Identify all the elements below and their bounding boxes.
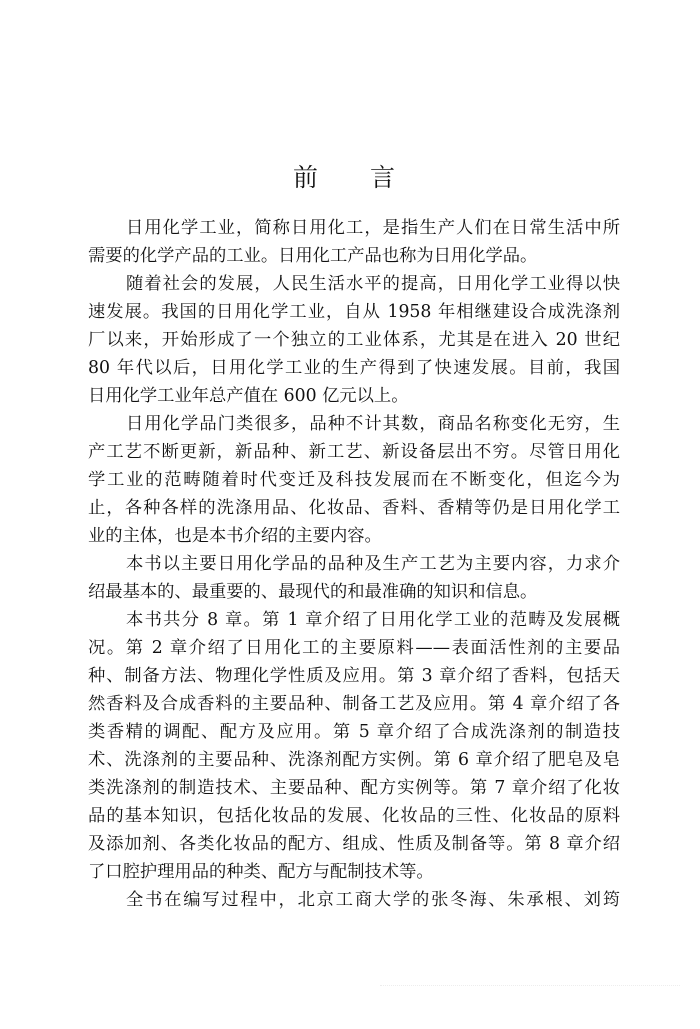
text-line: 止，各种各样的洗涤用品、化妆品、香料、香精等仍是日用化学工 xyxy=(88,498,620,518)
text-line: 日用化学工业，简称日用化工，是指生产人们在日常生活中所 xyxy=(126,218,620,238)
text-line: 类香精的调配、配方及应用。第 5 章介绍了合成洗涤剂的制造技 xyxy=(88,722,620,742)
paragraph xyxy=(88,410,620,550)
text-line: 日用化学品门类很多，品种不计其数，商品名称变化无穷，生 xyxy=(126,414,620,434)
text-line: 了口腔护理用品的种类、配方与配制技术等。 xyxy=(88,862,434,882)
text-line: 然香料及合成香料的主要品种、制备工艺及应用。第 4 章介绍了各 xyxy=(88,694,620,714)
paragraph xyxy=(88,550,620,606)
paragraph xyxy=(88,606,620,886)
text-line: 绍最基本的、最重要的、最现代的和最准确的知识和信息。 xyxy=(88,582,538,602)
paragraph xyxy=(88,886,620,914)
scan-noise xyxy=(380,985,680,990)
text-line: 学工业的范畴随着时代变迁及科技发展而在不断变化，但迄今为 xyxy=(88,470,620,490)
text-line: 随着社会的发展，人民生活水平的提高，日用化学工业得以快 xyxy=(126,274,620,294)
text-line: 及添加剂、各类化妆品的配方、组成、性质及制备等。第 8 章介绍 xyxy=(88,834,620,854)
text-line: 类洗涤剂的制造技术、主要品种、配方实例等。第 7 章介绍了化妆 xyxy=(88,778,620,798)
text-line: 业的主体，也是本书介绍的主要内容。 xyxy=(88,526,382,546)
text-line: 全书在编写过程中，北京工商大学的张冬海、朱承根、刘筠 xyxy=(126,890,620,910)
text-line: 本书以主要日用化学品的品种及生产工艺为主要内容，力求介 xyxy=(126,554,620,574)
text-line: 80 年代以后，日用化学工业的生产得到了快速发展。目前，我国 xyxy=(88,358,620,378)
text-line: 本书共分 8 章。第 1 章介绍了日用化学工业的范畴及发展概 xyxy=(126,610,620,630)
paragraph xyxy=(88,270,620,410)
text-line: 产工艺不断更新，新品种、新工艺、新设备层出不穷。尽管日用化 xyxy=(88,442,620,462)
text-line: 速发展。我国的日用化学工业，自从 1958 年相继建设合成洗涤剂 xyxy=(88,302,620,322)
text-line: 况。第 2 章介绍了日用化工的主要原料——表面活性剂的主要品 xyxy=(88,638,620,658)
page-title: 前言 xyxy=(292,163,447,192)
paragraph xyxy=(88,214,620,270)
text-line: 种、制备方法、物理化学性质及应用。第 3 章介绍了香料，包括天 xyxy=(88,666,620,686)
text-line: 日用化学工业年总产值在 600 亿元以上。 xyxy=(88,386,409,406)
text-line: 厂以来，开始形成了一个独立的工业体系，尤其是在进入 20 世纪 xyxy=(88,330,620,350)
text-line: 需要的化学产品的工业。日用化工产品也称为日用化学品。 xyxy=(88,246,538,266)
text-line: 品的基本知识，包括化妆品的发展、化妆品的三性、化妆品的原料 xyxy=(88,806,620,826)
text-line: 术、洗涤剂的主要品种、洗涤剂配方实例。第 6 章介绍了肥皂及皂 xyxy=(88,750,620,770)
preface-body xyxy=(88,214,620,914)
